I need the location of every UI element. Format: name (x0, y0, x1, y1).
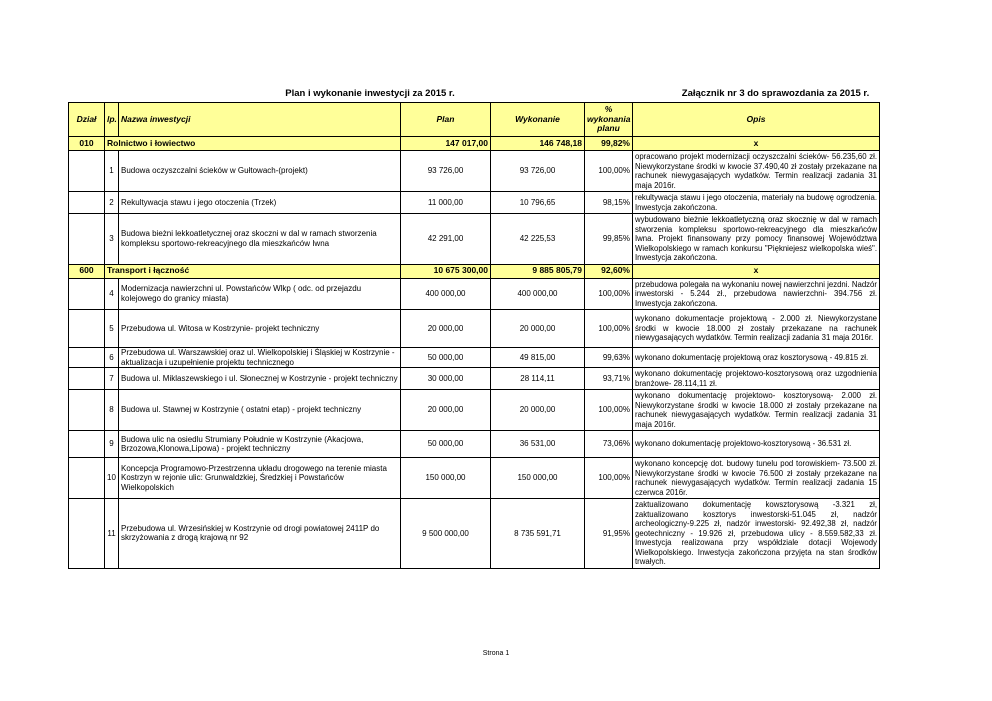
row-lp: 9 (105, 431, 119, 458)
attachment-title: Załącznik nr 3 do sprawozdania za 2015 r. (681, 88, 870, 99)
row-nazwa: Przebudowa ul. Warszawskiej oraz ul. Wielkopolskiej i Śląskiej w Kostrzynie - aktualizacja i uzupełnienie projektu technicznego (119, 348, 401, 368)
header-nazwa: Nazwa inwestycji (119, 103, 401, 137)
table-row (69, 278, 880, 310)
section-row (69, 264, 880, 278)
row-lp: 11 (105, 499, 119, 569)
row-lp: 6 (105, 348, 119, 368)
section-opis: x (633, 264, 880, 278)
investment-table (68, 102, 880, 569)
row-wykonanie: 20 000,00 (491, 390, 585, 431)
title-bar (68, 84, 879, 102)
header-dzial: Dział (69, 103, 105, 137)
table-row (69, 368, 880, 390)
section-dzial: 010 (69, 137, 105, 151)
header-lp: lp. (105, 103, 119, 137)
header-wykonanie: Wykonanie (491, 103, 585, 137)
row-procent: 100,00% (585, 310, 633, 348)
row-dzial (69, 151, 105, 192)
row-dzial (69, 390, 105, 431)
row-opis: przebudowa polegała na wykonaniu nowej nawierzchni jezdni. Nadzór inwestorski - 5.244 zł., przebudowa nawierzchni- 394.756 zł. Inwestycja zakończona. (633, 278, 880, 310)
row-opis: wykonano dokumentację projektowo- kosztorysową- 2.000 zł. Niewykorzystane środki w kwocie 18.000 zł zostały przekazane na rachunek niewygasających wydatków. Termin realizacji zadania 31 maja 2016r. (633, 390, 880, 431)
page-footer: Strona 1 (482, 650, 510, 657)
row-dzial (69, 499, 105, 569)
row-opis: wykonano dokumentację projektowo-kosztorysową oraz uzgodnienia branżowe- 28.114,11 zł. (633, 368, 880, 390)
table-body (69, 137, 880, 569)
row-procent: 91,95% (585, 499, 633, 569)
section-row (69, 137, 880, 151)
row-plan: 20 000,00 (401, 390, 491, 431)
table-row (69, 310, 880, 348)
header-opis: Opis (633, 103, 880, 137)
row-plan: 50 000,00 (401, 431, 491, 458)
row-opis: zaktualizowano dokumentację kowsztorysową -3.321 zł, zaktualizowano kosztorys inwestorski-51.045 zł, nadzór archeologiczny-9.225 zł, nadzór inwestorski- 92.492,38 zł, nadzór geotechniczny - 19.926 zł, przebudowa ulicy - 8.559.582,33 zł. Inwestycja realizowana przy współdziale dotacji Wojewody Wielkopolskiego. Inwestycja zakończona przyjęta na stan środków trwałych. (633, 499, 880, 569)
header-row (69, 103, 880, 137)
row-dzial (69, 192, 105, 214)
row-lp: 2 (105, 192, 119, 214)
row-dzial (69, 458, 105, 499)
section-procent: 99,82% (585, 137, 633, 151)
row-procent: 100,00% (585, 278, 633, 310)
header-procent: % wykonania planu (585, 103, 633, 137)
table-row (69, 390, 880, 431)
row-plan: 50 000,00 (401, 348, 491, 368)
row-plan: 11 000,00 (401, 192, 491, 214)
row-procent: 99,63% (585, 348, 633, 368)
row-opis: wykonano koncepcję dot. budowy tunelu pod torowiskiem- 73.500 zł. Niewykorzystane środki w kwocie 76.500 zł zostały przekazane na rachunek niewygasających wydatków. Termin realizacji zadania 15 czerwca 2016r. (633, 458, 880, 499)
row-nazwa: Budowa ulic na osiedlu Strumiany Południe w Kostrzynie (Akacjowa, Brzozowa,Klonowa,Lipowa) - projekt techniczny (119, 431, 401, 458)
row-plan: 20 000,00 (401, 310, 491, 348)
row-nazwa: Budowa oczyszczalni ścieków w Gułtowach-(projekt) (119, 151, 401, 192)
row-nazwa: Koncepcja Programowo-Przestrzenna układu drogowego na terenie miasta Kostrzyn w rejonie ulic: Grunwaldzkiej, Średzkiej i Powstańców Wielkopolskich (119, 458, 401, 499)
section-opis: x (633, 137, 880, 151)
section-wykonanie: 9 885 805,79 (491, 264, 585, 278)
section-dzial: 600 (69, 264, 105, 278)
row-lp: 3 (105, 214, 119, 265)
row-procent: 73,06% (585, 431, 633, 458)
row-wykonanie: 93 726,00 (491, 151, 585, 192)
row-wykonanie: 10 796,65 (491, 192, 585, 214)
row-dzial (69, 431, 105, 458)
section-name: Transport i łączność (105, 264, 401, 278)
row-plan: 42 291,00 (401, 214, 491, 265)
section-wykonanie: 146 748,18 (491, 137, 585, 151)
table-row (69, 348, 880, 368)
section-plan: 147 017,00 (401, 137, 491, 151)
row-wykonanie: 28 114,11 (491, 368, 585, 390)
header-plan: Plan (401, 103, 491, 137)
row-dzial (69, 278, 105, 310)
section-plan: 10 675 300,00 (401, 264, 491, 278)
row-dzial (69, 214, 105, 265)
row-procent: 100,00% (585, 151, 633, 192)
table-row (69, 214, 880, 265)
row-wykonanie: 42 225,53 (491, 214, 585, 265)
row-lp: 7 (105, 368, 119, 390)
row-nazwa: Budowa ul. Stawnej w Kostrzynie ( ostatni etap) - projekt techniczny (119, 390, 401, 431)
row-opis: wykonano dokumentację projektowo-kosztorysową - 36.531 zł. (633, 431, 880, 458)
row-nazwa: Modernizacja nawierzchni ul. Powstańców Wlkp ( odc. od przejazdu kolejowego do granicy miasta) (119, 278, 401, 310)
row-lp: 4 (105, 278, 119, 310)
row-wykonanie: 20 000,00 (491, 310, 585, 348)
row-nazwa: Przebudowa ul. Witosa w Kostrzynie- projekt techniczny (119, 310, 401, 348)
row-lp: 8 (105, 390, 119, 431)
row-opis: wykonano dokumentację projektową oraz kosztorysową - 49.815 zł. (633, 348, 880, 368)
row-nazwa: Budowa bieżni lekkoatletycznej oraz skoczni w dal w ramach stworzenia kompleksu sportowo-rekreacyjnego dla mieszkańców Iwna (119, 214, 401, 265)
row-opis: rekultywacja stawu i jego otoczenia, materiały na budowę ogrodzenia. Inwestycja zakończona. (633, 192, 880, 214)
table-row (69, 192, 880, 214)
row-procent: 100,00% (585, 458, 633, 499)
row-plan: 400 000,00 (401, 278, 491, 310)
table-row (69, 458, 880, 499)
row-nazwa: Budowa ul. Miklaszewskiego i ul. Słonecznej w Kostrzynie - projekt techniczny (119, 368, 401, 390)
row-lp: 5 (105, 310, 119, 348)
row-procent: 100,00% (585, 390, 633, 431)
row-plan: 150 000,00 (401, 458, 491, 499)
row-lp: 10 (105, 458, 119, 499)
row-nazwa: Przebudowa ul. Wrzesińskiej w Kostrzynie od drogi powiatowej 2411P do skrzyżowania z drogą krajową nr 92 (119, 499, 401, 569)
section-name: Rolnictwo i łowiectwo (105, 137, 401, 151)
table-row (69, 499, 880, 569)
table-row (69, 151, 880, 192)
row-nazwa: Rekultywacja stawu i jego otoczenia (Trzek) (119, 192, 401, 214)
row-dzial (69, 310, 105, 348)
row-wykonanie: 49 815,00 (491, 348, 585, 368)
row-procent: 99,85% (585, 214, 633, 265)
row-plan: 30 000,00 (401, 368, 491, 390)
section-procent: 92,60% (585, 264, 633, 278)
row-wykonanie: 400 000,00 (491, 278, 585, 310)
row-dzial (69, 348, 105, 368)
row-lp: 1 (105, 151, 119, 192)
report-title: Plan i wykonanie inwestycji za 2015 r. (285, 88, 455, 99)
row-procent: 93,71% (585, 368, 633, 390)
row-opis: wybudowano bieżnie lekkoatletyczną oraz skocznię w dal w ramach stworzenia kompleksu sportowo-rekreacyjnego dla mieszkańców Iwna. Projekt finansowany przy pomocy finansowej Województwa Wielkopolskiego w ramach konkursu "Piękniejesz wielkopolska wieś". Inwestycja zakończona. (633, 214, 880, 265)
row-opis: opracowano projekt modernizacji oczyszczalni ścieków- 56.235,60 zł. Niewykorzystane środki w kwocie 37.490,40 zł zostały przekazane na rachunek niewygasających wydatków. Termin realizacji zadania 31 maja 2016r. (633, 151, 880, 192)
report-sheet (68, 84, 879, 569)
table-row (69, 431, 880, 458)
row-procent: 98,15% (585, 192, 633, 214)
row-opis: wykonano dokumentacje projektową - 2.000 zł. Niewykorzystane środki w kwocie 18.000 zł zostały przekazane na rachunek niewygasających wydatków. Termin realizacji zadania 31 maja 2016r. (633, 310, 880, 348)
row-plan: 93 726,00 (401, 151, 491, 192)
row-dzial (69, 368, 105, 390)
row-plan: 9 500 000,00 (401, 499, 491, 569)
row-wykonanie: 8 735 591,71 (491, 499, 585, 569)
row-wykonanie: 36 531,00 (491, 431, 585, 458)
row-wykonanie: 150 000,00 (491, 458, 585, 499)
